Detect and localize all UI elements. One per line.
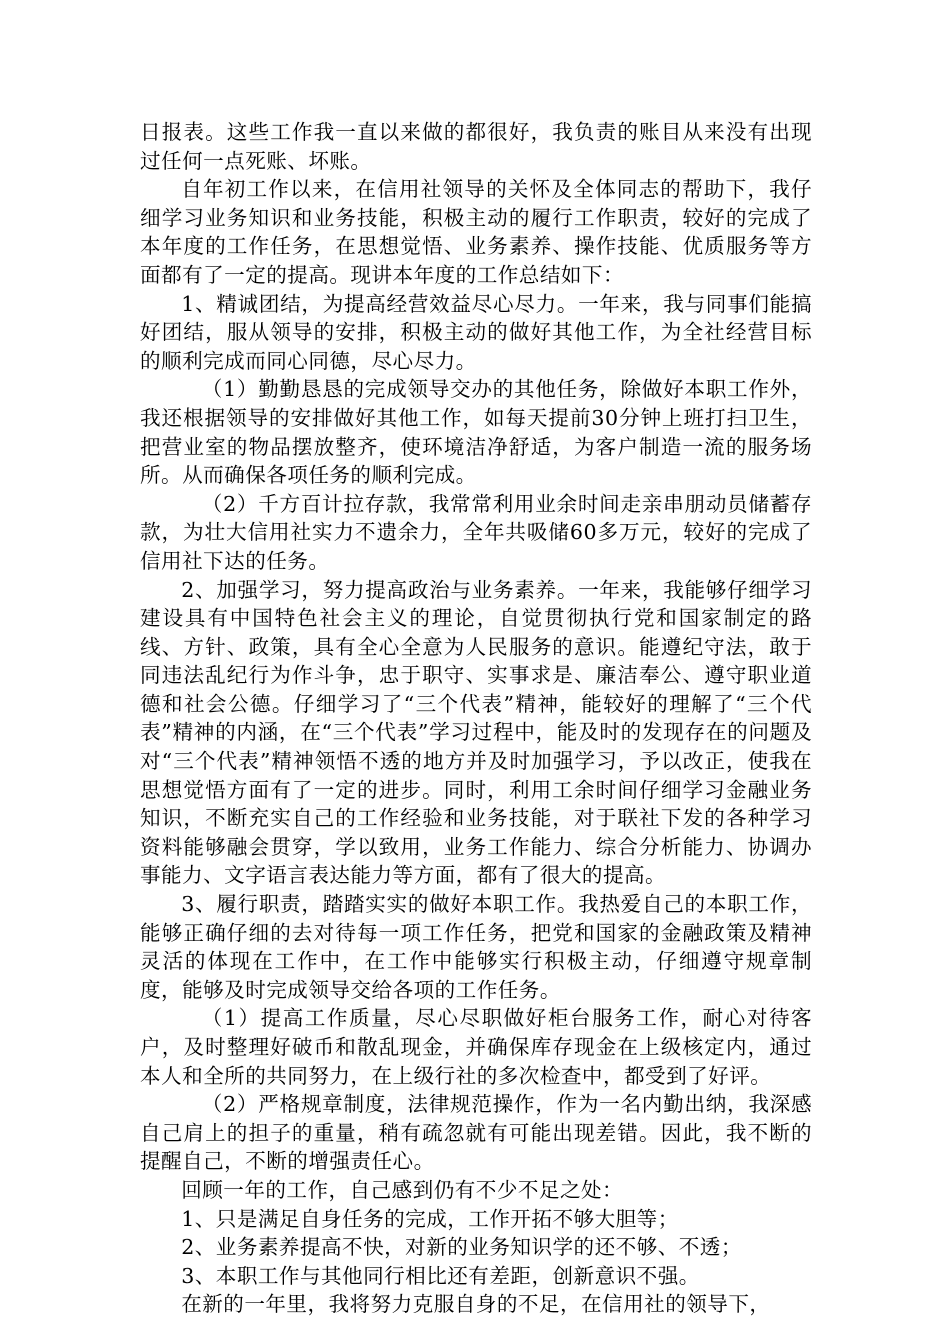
- paragraph: 在新的一年里，我将努力克服自身的不足，在信用社的领导下，: [181, 1292, 771, 1317]
- paragraph: （2）千方百计拉存款，我常常利用业余时间走亲串朋动员储蓄存款，为壮大信用社实力不遗余力，全年共吸储60多万元，较好的完成了信用社下达的任务。: [140, 491, 812, 573]
- paragraph: 1、精诚团结，为提高经营效益尽心尽力。一年来，我与同事们能搞好团结，服从领导的安排，积极主动的做好其他工作，为全社经营目标的顺利完成而同心同德，尽心尽力。: [140, 291, 812, 373]
- paragraph: （1）提高工作质量，尽心尽职做好柜台服务工作，耐心对待客户，及时整理好破币和散乱现金，并确保库存现金在上级核定内，通过本人和全所的共同努力，在上级行社的多次检查中，都受到了好评。: [140, 1006, 812, 1088]
- paragraph: （2）严格规章制度，法律规范操作，作为一名内勤出纳，我深感自己肩上的担子的重量，稍有疏忽就有可能出现差错。因此，我不断的提醒自己，不断的增强责任心。: [140, 1092, 812, 1174]
- paragraph: 2、加强学习，努力提高政治与业务素养。一年来，我能够仔细学习建设具有中国特色社会主义的理论，自觉贯彻执行党和国家制定的路线、方针、政策，具有全心全意为人民服务的意识。能遵纪守法，敢于同违法乱纪行为作斗争，忠于职守、实事求是、廉洁奉公、遵守职业道德和社会公德。仔细学习了“三个代表”精神，能较好的理解了“三个代表”精神的内涵，在“三个代表”学习过程中，能及时的发现存在的问题及对“三个代表”精神领悟不透的地方并及时加强学习，予以改正，使我在思想觉悟方面有了一定的进步。同时，利用工余时间仔细学习金融业务知识，不断充实自己的工作经验和业务技能，对于联社下发的各种学习资料能够融会贯穿，学以致用，业务工作能力、综合分析能力、协调办事能力、文字语言表达能力等方面，都有了很大的提高。: [140, 577, 812, 888]
- paragraph: 3、履行职责，踏踏实实的做好本职工作。我热爱自己的本职工作，能够正确仔细的去对待每一项工作任务，把党和国家的金融政策及精神灵活的体现在工作中，在工作中能够实行积极主动，仔细遵守规章制度，能够及时完成领导交给各项的工作任务。: [140, 892, 812, 1002]
- paragraph: 3、本职工作与其他同行相比还有差距，创新意识不强。: [181, 1263, 700, 1288]
- paragraph: （1）勤勤恳恳的完成领导交办的其他任务，除做好本职工作外，我还根据领导的安排做好其他工作，如每天提前30分钟上班打扫卫生，把营业室的物品摆放整齐，使环境洁净舒适，为客户制造一流的服务场所。从而确保各项任务的顺利完成。: [140, 377, 812, 488]
- paragraph: 1、只是满足自身任务的完成，工作开拓不够大胆等；: [181, 1206, 679, 1231]
- paragraph: 2、业务素养提高不快，对新的业务知识学的还不够、不透；: [181, 1235, 742, 1260]
- paragraph: 自年初工作以来，在信用社领导的关怀及全体同志的帮助下，我仔细学习业务知识和业务技能，积极主动的履行工作职责，较好的完成了本年度的工作任务，在思想觉悟、业务素养、操作技能、优质服务等方面都有了一定的提高。现讲本年度的工作总结如下：: [140, 177, 812, 287]
- document-body: [140, 118, 812, 1319]
- paragraph: 日报表。这些工作我一直以来做的都很好，我负责的账目从来没有出现过任何一点死账、坏账。: [140, 120, 812, 173]
- paragraph: 回顾一年的工作，自己感到仍有不少不足之处：: [181, 1177, 624, 1202]
